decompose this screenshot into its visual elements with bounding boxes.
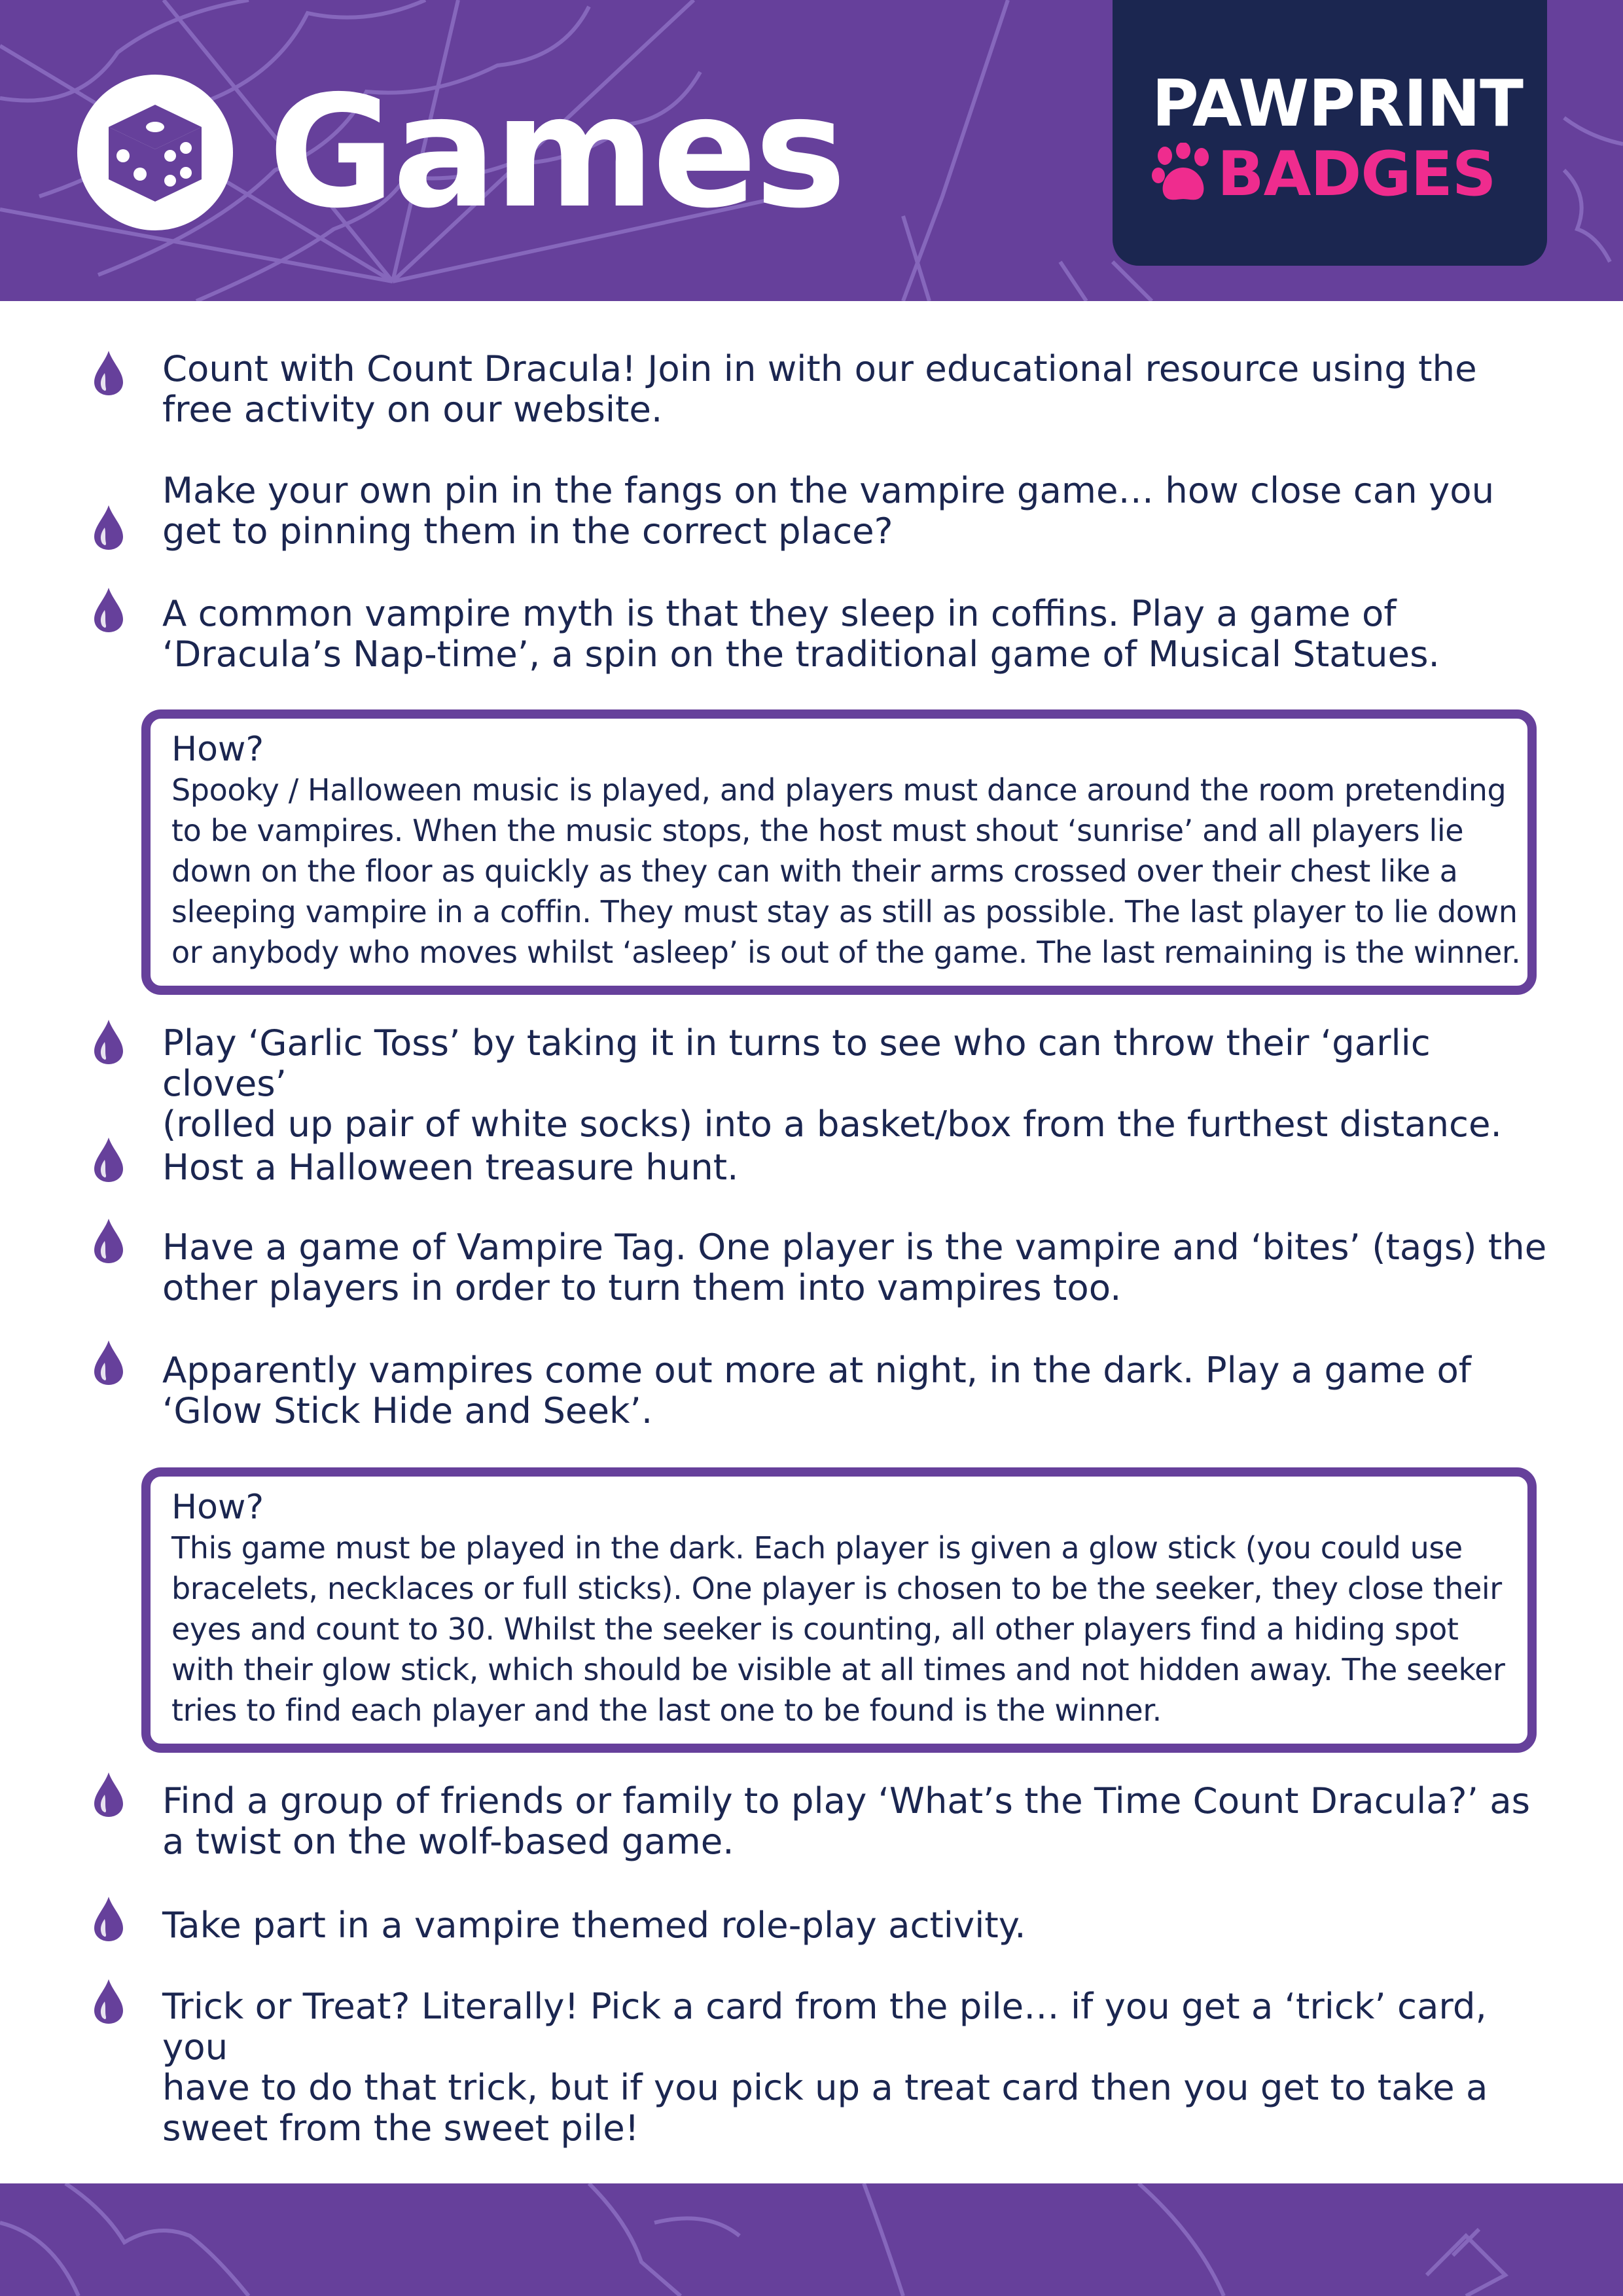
paw-icon — [1150, 143, 1216, 206]
blood-drop-icon — [92, 504, 126, 551]
list-item: Make your own pin in the fangs on the vampire game… how close can you get to pinning them in the correct place? — [162, 469, 1495, 552]
blood-drop-icon — [92, 1217, 126, 1265]
how-to-instructions: Spooky / Halloween music is played, and players must dance around the room pretending to be vampires. When the music stops, the host must shout ‘sunrise’ and all players lie down on the floor as quickly as they can with their arms crossed over their chest like a sleeping vampire in a coffin. They must stay as still as possible. The last player to lie down or anybody who moves whilst ‘asleep’ is out of the game. The last remaining is the winner. — [171, 772, 1521, 970]
how-to-box — [141, 709, 1537, 995]
list-item: Play ‘Garlic Toss’ by taking it in turns to see who can throw their ‘garlic cloves’ (rolled up pair of white socks) into a basket/box from the furthest distance. — [162, 1022, 1502, 1145]
how-to-heading: How? — [171, 730, 264, 769]
dice-icon — [103, 101, 207, 204]
footer-decoration — [0, 2183, 1623, 2296]
list-item: Find a group of friends or family to play ‘What’s the Time Count Dracula?’ as a twist on the wolf-based game. — [162, 1780, 1531, 1862]
list-item: Host a Halloween treasure hunt. — [162, 1146, 739, 1188]
blood-drop-icon — [92, 350, 126, 397]
header-banner — [0, 0, 1623, 301]
footer-banner — [0, 2183, 1623, 2296]
blood-drop-icon — [92, 1136, 126, 1183]
blood-drop-icon — [92, 1978, 126, 2025]
blood-drop-icon — [92, 1771, 126, 1818]
list-item: Count with Count Dracula! Join in with our educational resource using the free activity on our website. — [162, 348, 1477, 430]
blood-drop-icon — [92, 1339, 126, 1386]
blood-drop-icon — [92, 1895, 126, 1943]
list-item: Take part in a vampire themed role-play activity. — [162, 1904, 1026, 1946]
logo-line1: PAWPRINT — [1152, 67, 1523, 141]
page-title: Games — [268, 62, 844, 242]
how-to-heading: How? — [171, 1488, 264, 1527]
blood-drop-icon — [92, 1018, 126, 1066]
list-item: A common vampire myth is that they sleep in coffins. Play a game of ‘Dracula’s Nap-time’, a spin on the traditional game of Musical Statues. — [162, 592, 1440, 675]
list-item: Apparently vampires come out more at night, in the dark. Play a game of ‘Glow Stick Hide and Seek’. — [162, 1349, 1471, 1431]
dice-icon-badge — [77, 75, 233, 230]
blood-drop-icon — [92, 586, 126, 634]
how-to-box — [141, 1467, 1537, 1753]
how-to-instructions: This game must be played in the dark. Each player is given a glow stick (you could use bracelets, necklaces or full sticks). One player is chosen to be the seeker, they close their eyes and count to 30. Whilst the seeker is counting, all other players find a hiding spot with their glow stick, which should be visible at all times and not hidden away. The seeker tries to find each player and the last one to be found is the winner. — [171, 1530, 1505, 1728]
logo-line2: BADGES — [1217, 139, 1496, 210]
pawprint-badges-logo — [1113, 0, 1547, 266]
list-item: Have a game of Vampire Tag. One player is the vampire and ‘bites’ (tags) the other players in order to turn them into vampires too. — [162, 1226, 1547, 1308]
list-item: Trick or Treat? Literally! Pick a card from the pile… if you get a ‘trick’ card, you have to do that trick, but if you pick up a treat card then you get to take a sweet from the sweet pile! — [162, 1985, 1488, 2149]
